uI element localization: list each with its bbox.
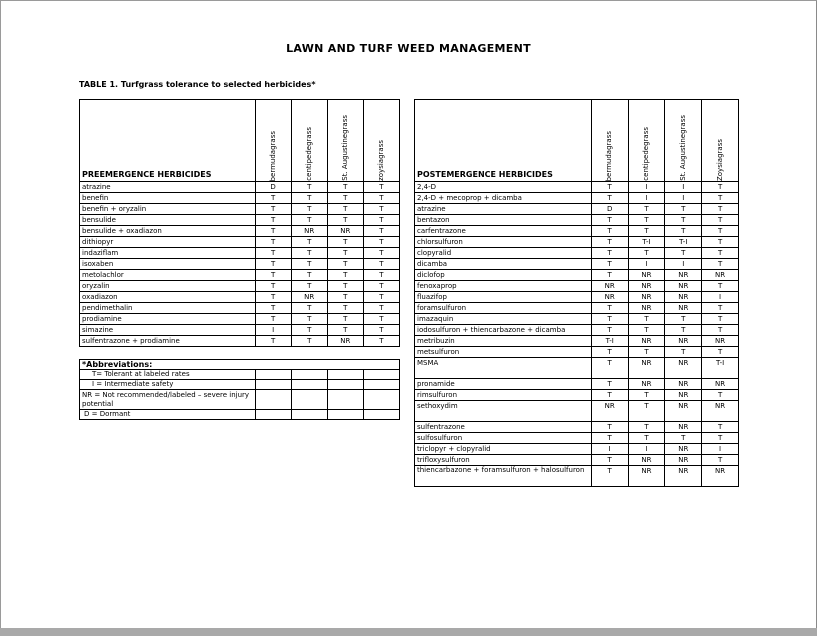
table-row [80,215,400,226]
herbicide-name: trifloxysulfuron [415,455,592,466]
tolerance-cell: T [363,314,399,325]
herbicide-name: rimsulfuron [415,390,592,401]
tolerance-cell: T [591,270,628,281]
table-row [415,379,739,390]
tolerance-cell: T [702,182,739,193]
tolerance-cell: NR [628,270,665,281]
tolerance-cell: T [591,455,628,466]
tolerance-cell: T [628,422,665,433]
tolerance-cell: D [255,182,291,193]
tolerance-cell: T [363,325,399,336]
tolerance-cell: T [628,204,665,215]
table-row [80,226,400,237]
table-row [80,248,400,259]
preemergence-table [79,99,400,347]
tolerance-cell: T [591,466,628,487]
tolerance-cell: T [702,325,739,336]
herbicide-name: sulfentrazone [415,422,592,433]
tolerance-cell: T [702,281,739,292]
herbicide-name: simazine [80,325,256,336]
table-row [80,270,400,281]
tolerance-cell: T [291,281,327,292]
tolerance-cell: T [591,433,628,444]
tolerance-cell: T [291,248,327,259]
tolerance-cell: NR [702,336,739,347]
tolerance-cell: T [591,193,628,204]
tolerance-cell: T [665,347,702,358]
abbreviation-text: T= Tolerant at labeled rates [80,370,256,380]
tolerance-cell: T [291,303,327,314]
tolerance-cell: T [363,292,399,303]
tolerance-cell: T [363,248,399,259]
abbreviation-row [80,380,400,390]
tolerance-cell: T [628,248,665,259]
table-row [80,193,400,204]
tolerance-cell: T [591,215,628,226]
column-header [327,100,363,182]
tolerance-cell: T [628,325,665,336]
table-row [415,433,739,444]
tolerance-cell: I [628,259,665,270]
herbicide-name: indaziflam [80,248,256,259]
table-row [415,248,739,259]
tolerance-cell: T [327,259,363,270]
table-row [415,270,739,281]
preemergence-body [80,182,400,347]
table-row [80,336,400,347]
tolerance-cell: T [363,281,399,292]
tolerance-cell: T [363,215,399,226]
tolerance-cell: NR [591,292,628,303]
tolerance-cell: T [665,226,702,237]
tolerance-cell: T [327,325,363,336]
tolerance-cell: T [291,193,327,204]
herbicide-name: fluazifop [415,292,592,303]
tolerance-cell: T [363,336,399,347]
tolerance-cell: T [591,303,628,314]
tolerance-cell: T [255,215,291,226]
column-header [255,100,291,182]
tolerance-cell: T [665,248,702,259]
herbicide-name: benefin [80,193,256,204]
tolerance-cell: NR [628,281,665,292]
tolerance-cell: NR [628,336,665,347]
tolerance-cell: NR [665,303,702,314]
abbreviations-header: *Abbreviations: [80,360,400,370]
tolerance-cell: I [591,444,628,455]
tolerance-cell: T [327,270,363,281]
tolerance-cell: T-I [665,237,702,248]
tolerance-cell: T [591,347,628,358]
postemergence-body [415,182,739,487]
tolerance-cell: NR [665,292,702,303]
tolerance-cell: T [255,193,291,204]
tolerance-cell: NR [665,379,702,390]
tolerance-cell: I [628,444,665,455]
table-row [415,182,739,193]
tolerance-cell: NR [665,270,702,281]
table-row [415,325,739,336]
tolerance-cell: T [363,270,399,281]
tolerance-cell: T [591,226,628,237]
abbreviation-row [80,410,400,420]
tolerance-cell: T [363,182,399,193]
tolerance-cell: I [665,259,702,270]
table-row [415,336,739,347]
preemergence-header: PREEMERGENCE HERBICIDES [80,100,256,182]
postemergence-header: POSTEMERGENCE HERBICIDES [415,100,592,182]
tolerance-cell: NR [665,466,702,487]
column-label: centipedegrass [641,127,650,181]
tolerance-cell: T [702,237,739,248]
tolerance-cell: T [291,215,327,226]
tolerance-cell: NR [291,226,327,237]
tolerance-cell: NR [665,336,702,347]
column-label: zoysiagrass [376,140,385,181]
tolerance-cell: T [255,292,291,303]
tolerance-cell: T [291,325,327,336]
herbicide-name: clopyralid [415,248,592,259]
table-row [415,390,739,401]
herbicide-name: metolachlor [80,270,256,281]
herbicide-name: bensulide + oxadiazon [80,226,256,237]
column-header [591,100,628,182]
table-row [415,455,739,466]
tolerance-cell: T [628,390,665,401]
tolerance-cell: T [702,226,739,237]
abbreviation-text: I = Intermediate safety [80,380,256,390]
tolerance-cell: NR [628,379,665,390]
preemergence-header-row [80,100,400,182]
tolerance-cell: T [327,193,363,204]
table-row [415,215,739,226]
tolerance-cell: T [628,314,665,325]
herbicide-name: metribuzin [415,336,592,347]
table-row [415,292,739,303]
tolerance-cell: T [363,303,399,314]
column-label: St. Augustinegrass [340,115,349,181]
tolerance-cell: T [591,182,628,193]
herbicide-name: foramsulfuron [415,303,592,314]
tolerance-cell: NR [327,226,363,237]
tolerance-cell: T [327,292,363,303]
tolerance-cell: T [702,259,739,270]
herbicide-name: carfentrazone [415,226,592,237]
herbicide-name: MSMA [415,358,592,379]
abbreviations-table [79,359,400,420]
table-row [80,204,400,215]
tolerance-cell: NR [628,466,665,487]
tolerance-cell: T [255,204,291,215]
tolerance-cell: T [591,259,628,270]
table-row [415,237,739,248]
column-header [702,100,739,182]
tolerance-cell: T [702,347,739,358]
abbreviation-text: D = Dormant [80,410,256,420]
herbicide-name: dicamba [415,259,592,270]
tolerance-cell: T [591,314,628,325]
tolerance-cell: T [363,237,399,248]
herbicide-name: 2,4-D [415,182,592,193]
table-row [80,259,400,270]
table-row [415,401,739,422]
table-row [415,422,739,433]
tolerance-cell: T [327,215,363,226]
table-row [80,182,400,193]
table-row [80,292,400,303]
tolerance-cell: T [702,433,739,444]
tolerance-cell: T [291,259,327,270]
tolerance-cell: T [255,314,291,325]
tolerance-cell: NR [327,336,363,347]
tolerance-cell: T [702,314,739,325]
herbicide-name: bensulide [80,215,256,226]
abbreviations-header-row [80,360,400,370]
table-caption: TABLE 1. Turfgrass tolerance to selected herbicides* [79,80,316,89]
tolerance-cell: T [702,248,739,259]
tolerance-cell: I [665,182,702,193]
abbreviation-row [80,370,400,380]
tolerance-cell: T [255,303,291,314]
tolerance-cell: T [291,270,327,281]
abbreviation-text: NR = Not recommended/labeled – severe injury potential [80,390,256,410]
tolerance-cell: T [628,347,665,358]
herbicide-name: dithiopyr [80,237,256,248]
herbicide-name: benefin + oryzalin [80,204,256,215]
tolerance-cell: T [255,237,291,248]
table-row [415,444,739,455]
tolerance-cell: T [255,226,291,237]
tolerance-cell: NR [628,455,665,466]
table-row [415,358,739,379]
herbicide-name: bentazon [415,215,592,226]
tolerance-cell: T [702,193,739,204]
column-label: centipedegrass [304,127,313,181]
herbicide-name: diclofop [415,270,592,281]
tolerance-cell: T [702,215,739,226]
tolerance-cell: NR [702,401,739,422]
table-row [80,303,400,314]
tolerance-cell: T [327,237,363,248]
tolerance-cell: T [665,433,702,444]
herbicide-name: oxadiazon [80,292,256,303]
herbicide-name: prodiamine [80,314,256,325]
tolerance-cell: T [665,325,702,336]
herbicide-name: sulfosulfuron [415,433,592,444]
table-row [415,204,739,215]
tolerance-cell: T [591,379,628,390]
tolerance-cell: NR [702,270,739,281]
tolerance-cell: T [255,336,291,347]
herbicide-name: pronamide [415,379,592,390]
table-row [415,259,739,270]
tolerance-cell: T [665,215,702,226]
tolerance-cell: T [665,204,702,215]
table-row [80,325,400,336]
herbicide-name: sulfentrazone + prodiamine [80,336,256,347]
herbicide-name: isoxaben [80,259,256,270]
column-header [628,100,665,182]
tolerance-cell: T [327,248,363,259]
tolerance-cell: T [591,248,628,259]
tolerance-cell: T [363,259,399,270]
herbicide-name: oryzalin [80,281,256,292]
tolerance-cell: T [591,237,628,248]
tolerance-cell: I [702,444,739,455]
tolerance-cell: T [291,314,327,325]
tolerance-cell: NR [665,444,702,455]
tolerance-cell: T [327,281,363,292]
tolerance-cell: T [628,433,665,444]
herbicide-name: atrazine [415,204,592,215]
tolerance-cell: T [255,281,291,292]
table-row [80,237,400,248]
tolerance-cell: T [327,314,363,325]
tolerance-cell: I [255,325,291,336]
tolerance-cell: T [702,204,739,215]
page-title: LAWN AND TURF WEED MANAGEMENT [286,42,531,55]
tolerance-cell: T [628,215,665,226]
table-row [415,466,739,487]
table-row [415,226,739,237]
tolerance-cell: T [291,204,327,215]
tolerance-cell: T-I [591,336,628,347]
tolerance-cell: T-I [628,237,665,248]
abbreviation-row [80,390,400,410]
tolerance-cell: T-I [702,358,739,379]
postemergence-header-row [415,100,739,182]
tolerance-cell: T [255,248,291,259]
tolerance-cell: NR [665,455,702,466]
herbicide-name: thiencarbazone + foramsulfuron + halosulfuron [415,466,592,487]
tolerance-cell: D [591,204,628,215]
tolerance-cell: T [591,390,628,401]
tolerance-cell: NR [291,292,327,303]
table-row [415,303,739,314]
tolerance-cell: NR [665,358,702,379]
column-label: Zoysiagrass [715,138,724,181]
tolerance-cell: NR [628,292,665,303]
tolerance-cell: NR [665,390,702,401]
tolerance-cell: T [327,303,363,314]
tolerance-cell: NR [591,281,628,292]
tolerance-cell: NR [702,379,739,390]
table-row [80,281,400,292]
tolerance-cell: NR [591,401,628,422]
herbicide-name: fenoxaprop [415,281,592,292]
column-label: bermudagrass [605,130,614,181]
herbicide-name: chlorsulfuron [415,237,592,248]
table-row [415,193,739,204]
tolerance-cell: T [665,314,702,325]
herbicide-name: imazaquin [415,314,592,325]
tolerance-cell: I [702,292,739,303]
tolerance-cell: T [702,455,739,466]
tolerance-cell: T [291,336,327,347]
tolerance-cell: T [363,193,399,204]
herbicide-name: atrazine [80,182,256,193]
column-label: St. Augustinegrass [678,115,687,181]
tolerance-cell: T [628,401,665,422]
tolerance-cell: T [628,226,665,237]
column-label: bermudagrass [268,130,277,181]
tolerance-cell: T [591,358,628,379]
herbicide-name: sethoxydim [415,401,592,422]
tolerance-cell: T [327,182,363,193]
herbicide-name: triclopyr + clopyralid [415,444,592,455]
herbicide-name: 2,4-D + mecoprop + dicamba [415,193,592,204]
postemergence-table [414,99,739,487]
page-shadow [0,628,817,636]
table-row [415,314,739,325]
tolerance-cell: T [702,390,739,401]
tolerance-cell: T [291,182,327,193]
tolerance-cell: T [363,204,399,215]
herbicide-name: metsulfuron [415,347,592,358]
table-row [415,281,739,292]
tolerance-cell: NR [665,281,702,292]
tolerance-cell: I [628,193,665,204]
tolerance-cell: I [628,182,665,193]
table-row [80,314,400,325]
column-header [363,100,399,182]
tolerance-cell: NR [628,358,665,379]
tolerance-cell: T [255,259,291,270]
tolerance-cell: T [702,303,739,314]
tolerance-cell: T [591,325,628,336]
tolerance-cell: T [291,237,327,248]
tolerance-cell: T [363,226,399,237]
tolerance-cell: T [702,422,739,433]
table-row [415,347,739,358]
tolerance-cell: T [327,204,363,215]
tolerance-cell: T [255,270,291,281]
tolerance-cell: NR [665,422,702,433]
herbicide-name: iodosulfuron + thiencarbazone + dicamba [415,325,592,336]
column-header [291,100,327,182]
tolerance-cell: I [665,193,702,204]
tolerance-cell: T [591,422,628,433]
herbicide-name: pendimethalin [80,303,256,314]
column-header [665,100,702,182]
tolerance-cell: NR [628,303,665,314]
tolerance-cell: NR [665,401,702,422]
tolerance-cell: NR [702,466,739,487]
